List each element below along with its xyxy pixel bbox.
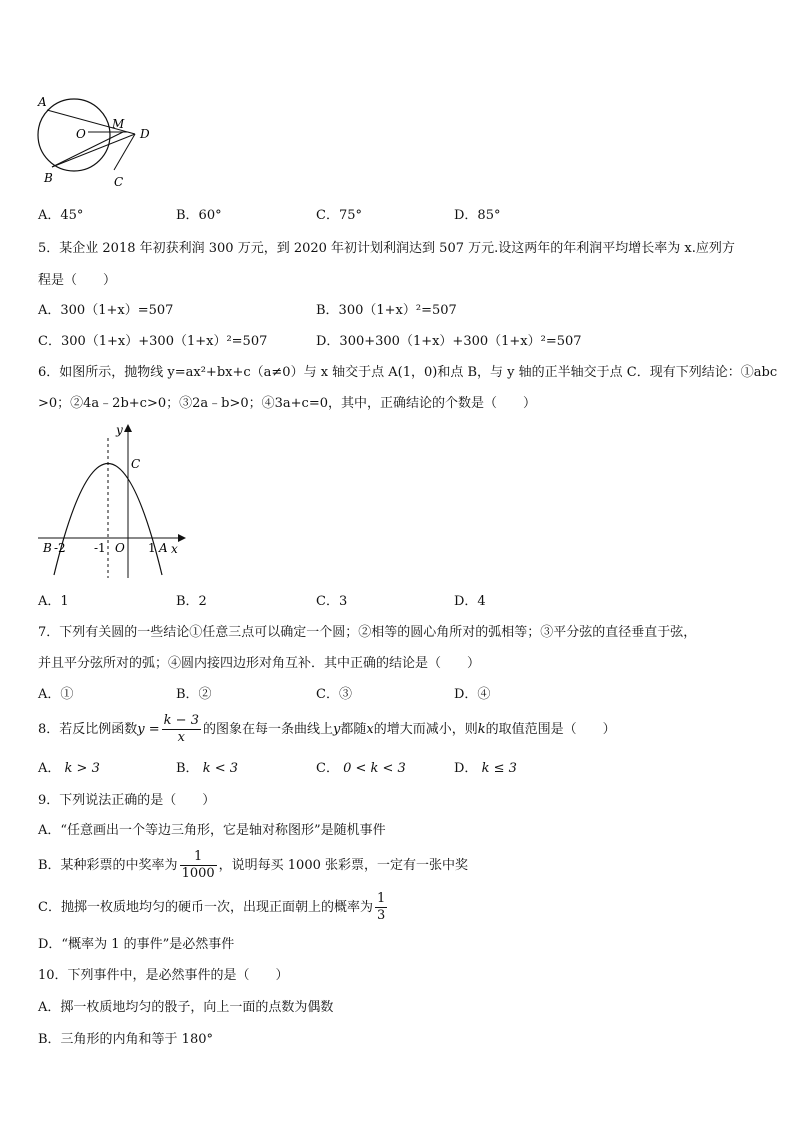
q8-option-b-letter: B． (176, 761, 199, 776)
tick-1: 1 (148, 541, 156, 555)
q4-option-b: B．60° (176, 208, 222, 223)
q7-option-d: D．④ (454, 687, 491, 702)
q8-mid2: 都随 (340, 722, 367, 737)
q8-suffix: 的取值范围是（ ） (485, 722, 616, 737)
q8-y-var: y (332, 722, 341, 737)
tick-minus-2: -2 (54, 541, 66, 555)
q6-stem-line1: 6．如图所示，抛物线 y=ax²+bx+c（a≠0）与 x 轴交于点 A(1，0)和点 B，与 y 轴的正半轴交于点 C．现有下列结论：①abc (38, 365, 778, 380)
q9-option-c-numerator: 1 (376, 891, 386, 906)
q6-option-d: D．4 (454, 594, 486, 609)
q8-k-var: k (477, 722, 486, 737)
circle-outline (38, 99, 110, 171)
q9-option-b-denominator: 1000 (181, 866, 215, 881)
q9-option-a: A．“任意画出一个等边三角形，它是轴对称图形”是随机事件 (38, 823, 386, 838)
q4-option-c: C．75° (316, 208, 362, 223)
q7-stem-line2: 并且平分弦所对的弧；④圆内接四边形对角互补．其中正确的结论是（ ） (38, 656, 481, 671)
q8-stem (38, 712, 616, 748)
q8-fraction-denominator: x (177, 730, 185, 745)
q6-option-b: B．2 (176, 594, 207, 609)
q7-stem-line1: 7．下列有关圆的一些结论①任意三点可以确定一个圆；②相等的圆心角所对的弧相等；③平分弦的直径垂直于弦， (38, 625, 697, 640)
q5-stem-line2: 程是（ ） (38, 273, 117, 288)
q8-option-a-letter: A． (38, 761, 61, 776)
parabola-graph (30, 420, 190, 585)
q10-option-b: B．三角形的内角和等于 180° (38, 1032, 213, 1047)
q8-option-d (454, 760, 517, 778)
q8-option-c (316, 760, 406, 778)
point-a-label: A (159, 541, 168, 555)
q8-prefix: 8．若反比例函数 (38, 722, 138, 737)
tick-minus-1: -1 (94, 541, 106, 555)
q5-option-d: D．300+300（1+x）+300（1+x）²=507 (316, 334, 582, 349)
q9-stem: 9．下列说法正确的是（ ） (38, 793, 216, 808)
q8-option-b-math: k < 3 (202, 761, 239, 776)
y-axis-arrow (124, 424, 132, 432)
q8-option-d-letter: D． (454, 761, 478, 776)
q4-option-d: D．85° (454, 208, 501, 223)
chord-bd (52, 134, 135, 167)
origin-label: O (115, 541, 125, 555)
x-axis-arrow (178, 534, 186, 542)
q8-option-c-math: 0 < k < 3 (343, 761, 406, 776)
circle-figure (28, 88, 168, 198)
q9-option-b-prefix: B．某种彩票的中奖率为 (38, 858, 178, 873)
x-axis-label: x (171, 542, 178, 556)
q10-stem: 10．下列事件中，是必然事件的是（ ） (38, 968, 289, 983)
q10-option-a: A．掷一枚质地均匀的骰子，向上一面的点数为偶数 (38, 1000, 334, 1015)
point-b-label: B (43, 541, 52, 555)
q9-option-c-prefix: C．抛掷一枚质地均匀的硬币一次，出现正面朝上的概率为 (38, 900, 373, 915)
q9-option-b-numerator: 1 (180, 849, 217, 866)
y-axis-label: y (116, 423, 123, 437)
q9-option-b-suffix: ，说明每买 1000 张彩票，一定有一张中奖 (218, 858, 469, 873)
chord-bm (52, 132, 123, 167)
q6-option-a: A．1 (38, 594, 69, 609)
label-m: M (112, 117, 125, 131)
q8-fraction-numerator: k − 3 (163, 713, 199, 728)
q8-mid1: 的图象在每一条曲线上 (202, 722, 333, 737)
q8-x-var: x (366, 722, 374, 737)
q8-fraction (162, 713, 201, 746)
label-a: A (38, 95, 47, 109)
q4-option-a: A．45° (38, 208, 84, 223)
q8-option-b (176, 760, 238, 778)
q9-option-c-fraction (375, 891, 387, 924)
q6-option-c: C．3 (316, 594, 348, 609)
q9-option-b (38, 846, 468, 886)
q8-option-a-math: k > 3 (64, 761, 100, 776)
q8-option-a (38, 760, 100, 778)
q5-option-b: B．300（1+x）²=507 (316, 303, 457, 318)
q6-stem-line2: >0；②4a﹣2b+c>0；③2a﹣b>0；④3a+c=0，其中，正确结论的个数是（ ） (38, 396, 536, 411)
q7-option-c: C．③ (316, 687, 352, 702)
label-c: C (114, 175, 124, 189)
q7-option-a: A．① (38, 687, 74, 702)
q8-option-d-math: k ≤ 3 (481, 761, 517, 776)
q8-option-c-letter: C． (316, 761, 339, 776)
q9-option-c (38, 888, 389, 928)
q5-stem-line1: 5．某企业 2018 年初获利润 300 万元，到 2020 年初计划利润达到 507 万元.设这两年的年利润平均增长率为 x.应列方 (38, 241, 735, 256)
label-b: B (44, 171, 53, 185)
point-c-label: C (131, 457, 141, 471)
q8-mid3: 的增大而减小，则 (373, 722, 478, 737)
q9-option-c-denominator: 3 (376, 908, 386, 923)
q7-option-b: B．② (176, 687, 212, 702)
label-d: D (140, 127, 150, 141)
q5-option-a: A．300（1+x）=507 (38, 303, 174, 318)
q5-option-c: C．300（1+x）+300（1+x）²=507 (38, 334, 268, 349)
q9-option-d: D．“概率为 1 的事件”是必然事件 (38, 937, 235, 952)
q8-y-eq: y = (137, 722, 160, 737)
label-o: O (76, 127, 86, 141)
q9-option-b-fraction (180, 849, 217, 882)
chord-cd (114, 134, 135, 170)
